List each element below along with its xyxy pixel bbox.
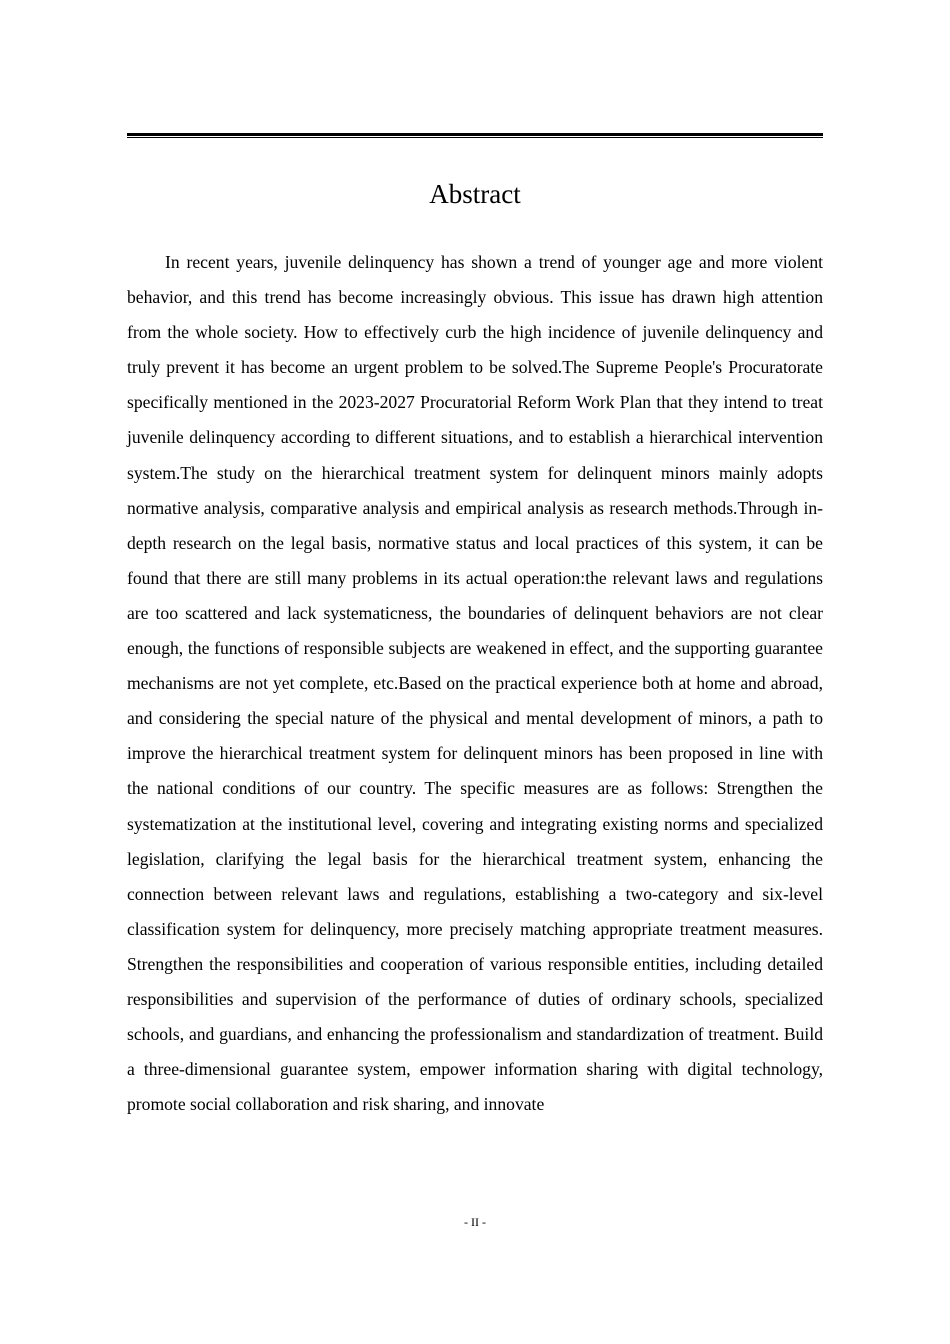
header-rule-thin (127, 137, 823, 138)
header-double-rule (127, 133, 823, 139)
page-title: Abstract (429, 179, 521, 209)
page-number: - II - (464, 1215, 486, 1229)
abstract-body: In recent years, juvenile delinquency has shown a trend of younger age and more violent behavior, and this trend has become increasingly obvious. This issue has drawn high attention from the whole society. How to effectively curb the high incidence of juvenile delinquency and truly prevent it has become an urgent problem to be solved.The Supreme People's Procuratorate specifically mentioned in the 2023-2027 Procuratorial Reform Work Plan that they intend to treat juvenile delinquency according to different situations, and to establish a hierarchical intervention system.The study on the hierarchical treatment system for delinquent minors mainly adopts normative analysis, comparative analysis and empirical analysis as research methods.Through in-depth research on the legal basis, normative status and local practices of this system, it can be found that there are still many problems in its actual operation:the relevant laws and regulations are too scattered and lack systematicness, the boundaries of delinquent behaviors are not clear enough, the functions of responsible subjects are weakened in effect, and the supporting guarantee mechanisms are not yet complete, etc.Based on the practical experience both at home and abroad, and considering the special nature of the physical and mental development of minors, a path to improve the hierarchical treatment system for delinquent minors has been proposed in line with the national conditions of our country. The specific measures are as follows: Strengthen the systematization at the institutional level, covering and integrating existing norms and specialized legislation, clarifying the legal basis for the hierarchical treatment system, enhancing the connection between relevant laws and regulations, establishing a two-category and six-level classification system for delinquency, more precisely matching appropriate treatment measures. Strengthen the responsibilities and cooperation of various responsible entities, including detailed responsibilities and supervision of the performance of duties of ordinary schools, specialized schools, and guardians, and enhancing the professionalism and standardization of treatment. Build a three-dimensional guarantee system, empower information sharing with digital technology, promote social collaboration and risk sharing, and innovate (127, 252, 823, 1115)
header-rule-thick (127, 133, 823, 136)
